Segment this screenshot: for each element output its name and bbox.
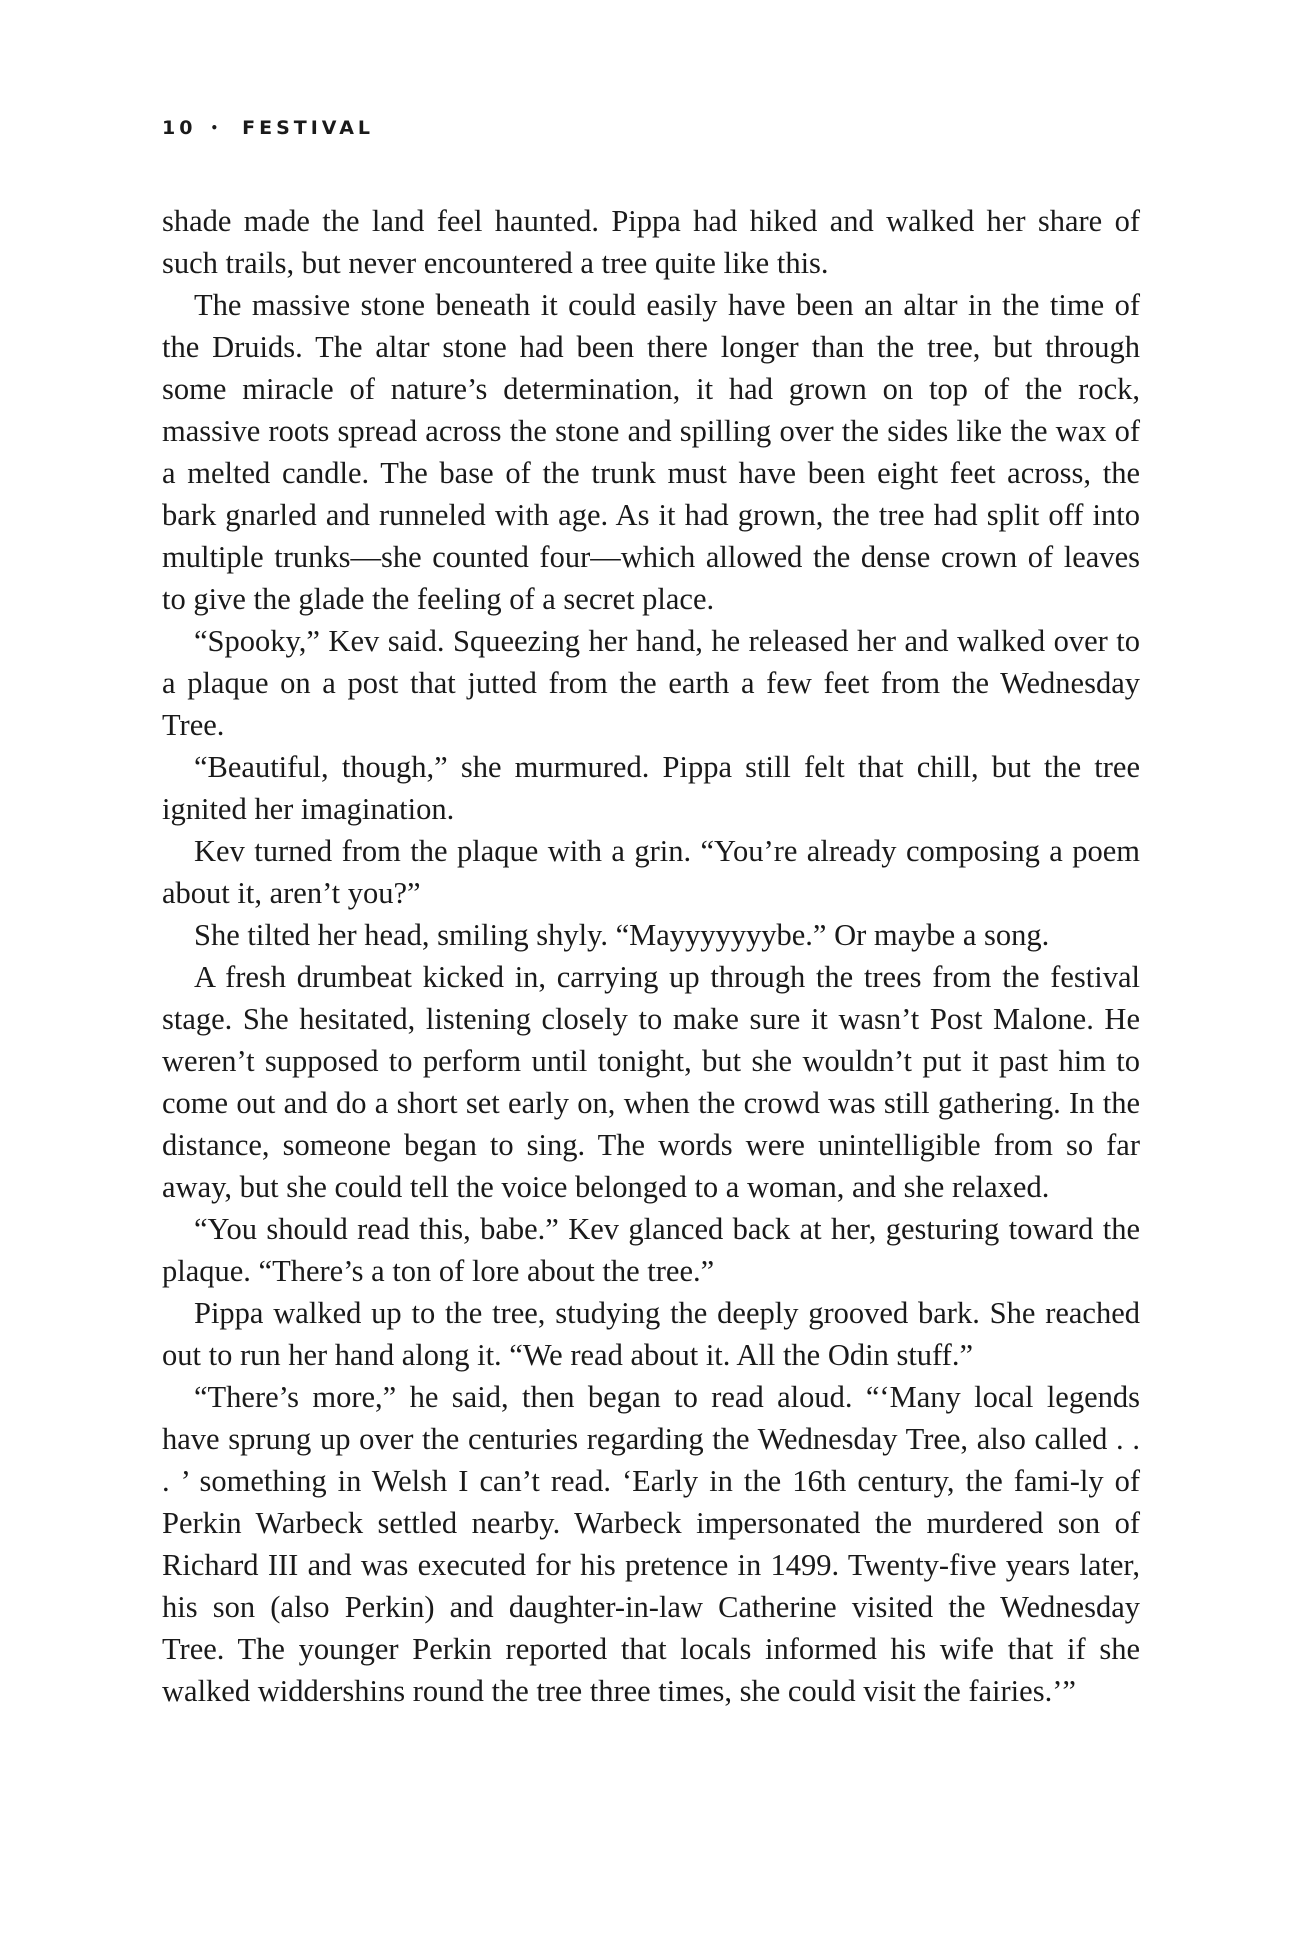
body-text (162, 200, 1140, 1712)
book-title: FESTIVAL (242, 117, 375, 139)
paragraph: Pippa walked up to the tree, studying the deeply grooved bark. She reached out to run her hand along it. “We read about it. All the Odin stuff.” (162, 1296, 1140, 1372)
paragraph: Kev turned from the plaque with a grin. “You’re already composing a poem about it, aren’t you?” (162, 834, 1140, 910)
paragraph: “Beautiful, though,” she murmured. Pippa still felt that chill, but the tree ignited her imagination. (162, 750, 1140, 826)
paragraph: She tilted her head, smiling shyly. “Mayyyyyyybe.” Or maybe a song. (194, 918, 1050, 952)
running-head (162, 113, 374, 143)
paragraph: The massive stone beneath it could easily have been an altar in the time of the Druids. The altar stone had been there longer than the tree, but through some miracle of nature’s determination, it had grown on top of the rock, massive roots spread across the stone and spilling over the sides like the wax of a melted candle. The base of the trunk must have been eight feet across, the bark gnarled and runneled with age. As it had grown, the tree had split off into multiple trunks—she counted four—which allowed the dense crown of leaves to give the glade the feeling of a secret place. (162, 288, 1140, 616)
bullet-separator: • (210, 121, 219, 135)
paragraph: A fresh drumbeat kicked in, carrying up through the trees from the festival stage. She hesitated, listening closely to make sure it wasn’t Post Malone. He weren’t supposed to perform until tonight, but she wouldn’t put it past him to come out and do a short set early on, when the crowd was still gathering. In the distance, someone began to sing. The words were unintelligible from so far away, but she could tell the voice belonged to a woman, and she relaxed. (162, 960, 1140, 1204)
paragraph: “Spooky,” Kev said. Squeezing her hand, he released her and walked over to a plaque on a post that jutted from the earth a few feet from the Wednesday Tree. (162, 624, 1140, 742)
page-number: 10 (162, 117, 197, 139)
paragraph: “You should read this, babe.” Kev glanced back at her, gesturing toward the plaque. “There’s a ton of lore about the tree.” (162, 1212, 1140, 1288)
paragraph: “There’s more,” he said, then began to read aloud. “‘Many local legends have sprung up over the centuries regarding the Wednesday Tree, also called . . . ’ something in Welsh I can’t read. ‘Early in the 16th century, the fami-ly of Perkin Warbeck settled nearby. Warbeck impersonated the murdered son of Richard III and was executed for his pretence in 1499. Twenty-five years later, his son (also Perkin) and daughter-in-law Catherine visited the Wednesday Tree. The younger Perkin reported that locals informed his wife that if she walked widdershins round the tree three times, she could visit the fairies.’” (162, 1380, 1140, 1708)
paragraph-continued: shade made the land feel haunted. Pippa had hiked and walked her share of such trails, but never encountered a tree quite like this. (162, 204, 1140, 280)
